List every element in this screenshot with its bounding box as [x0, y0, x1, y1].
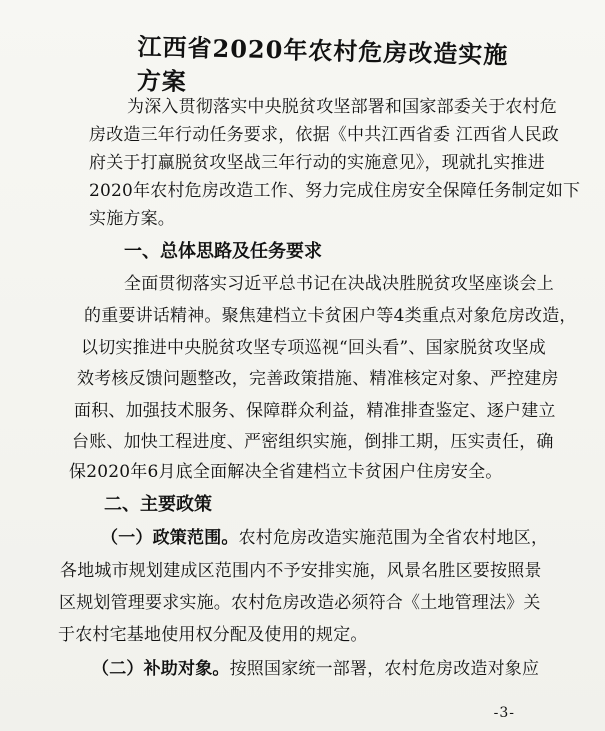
- subsidy-target-text: 按照国家统一部署，农村危房改造对象应: [229, 659, 540, 679]
- intro-line-4: 2020年农村危房改造工作、努力完成住房安全保障任务制定如下: [89, 181, 581, 201]
- intro-line-1: 为深入贯彻落实中央脱贫攻坚部署和国家部委关于农村危: [127, 97, 557, 117]
- section-1-line-7: 保2020年6月底全面解决全省建档立卡贫困户住房安全。: [69, 462, 503, 482]
- document-title: 江西省2020年农村危房改造实施方案: [136, 31, 509, 97]
- section-2-item-1-line: [101, 526, 548, 550]
- section-2-item-1-line-3: 区规划管理要求实施。农村危房改造必须符合《土地管理法》关: [59, 593, 541, 613]
- intro-line-2: 房改造三年行动任务要求，依据《中共江西省委 江西省人民政: [89, 125, 560, 145]
- section-2-item-1-line-2: 各地城市规划建成区范围内不予安排实施，风景名胜区要按照景: [60, 561, 542, 581]
- section-heading-2: 二、主要政策: [104, 494, 212, 515]
- intro-line-5: 实施方案。: [89, 209, 175, 229]
- section-1-line-4: 效考核反馈问题整改，完善政策措施、精准核定对象、严控建房: [77, 369, 559, 389]
- section-1-line-1: 全面贯彻落实习近平总书记在决战决胜脱贫攻坚座谈会上: [124, 274, 554, 294]
- subsidy-target-label: （二）补助对象。: [92, 659, 230, 679]
- section-1-line-3: 以切实推进中央脱贫攻坚专项巡视“回头看”、国家脱贫攻坚成: [81, 338, 546, 358]
- section-heading-1: 一、总体思路及任务要求: [124, 241, 322, 262]
- section-2-item-1-line-4: 于农村宅基地使用权分配及使用的规定。: [58, 625, 368, 645]
- intro-line-3: 府关于打赢脱贫攻坚战三年行动的实施意见》，现就扎实推进: [89, 153, 545, 173]
- section-1-line-6: 台账、加快工程进度、严密组织实施，倒排工期，压实责任，确: [72, 432, 554, 452]
- section-2-item-2-line: [92, 657, 539, 681]
- policy-scope-text: 农村危房改造实施范围为全省农村地区，: [238, 528, 549, 548]
- section-1-line-2: 的重要讲话精神。聚焦建档立卡贫困户等4类重点对象危房改造，: [84, 306, 577, 326]
- section-1-line-5: 面积、加强技术服务、保障群众利益，精准排查鉴定、逐户建立: [74, 401, 556, 421]
- policy-scope-label: （一）政策范围。: [101, 528, 239, 548]
- page-number: -3-: [493, 705, 515, 721]
